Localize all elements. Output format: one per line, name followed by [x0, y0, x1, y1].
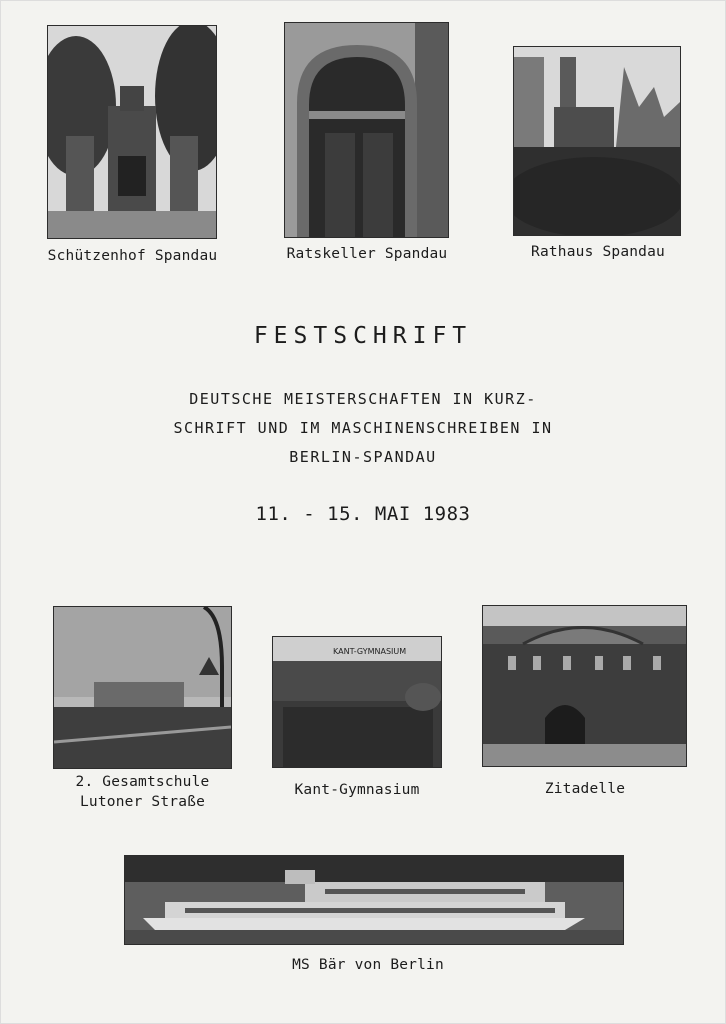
subtitle-line-2: SCHRIFT UND IM MASCHINENSCHREIBEN IN: [173, 419, 553, 437]
subtitle-line-3: BERLIN-SPANDAU: [289, 448, 437, 466]
photo-schuetzenhof: [47, 25, 217, 239]
photo-rathaus: [513, 46, 681, 236]
kant-sign-text: KANT-GYMNASIUM: [333, 647, 407, 656]
caption-gesamtschule: [45, 772, 240, 812]
photo-kant-gymnasium: [272, 636, 442, 768]
photo-zitadelle: [482, 605, 687, 767]
document-title: FESTSCHRIFT: [253, 323, 473, 349]
caption-zitadelle: Zitadelle: [544, 781, 626, 797]
document-date: 11. - 15. MAI 1983: [255, 503, 471, 525]
subtitle-line-1: DEUTSCHE MEISTERSCHAFTEN IN KURZ-: [189, 390, 537, 408]
caption-gesamtschule-line-1: 2. Gesamtschule: [75, 774, 210, 790]
caption-ratskeller: Ratskeller Spandau: [286, 246, 448, 262]
caption-schuetzenhof: Schützenhof Spandau: [47, 248, 218, 264]
photo-ms-baer-von-berlin: [124, 855, 624, 945]
document-subtitle: [0, 385, 726, 472]
caption-rathaus: Rathaus Spandau: [531, 244, 665, 260]
caption-ms-baer-von-berlin: MS Bär von Berlin: [292, 957, 444, 973]
photo-gesamtschule: [53, 606, 232, 769]
caption-kant-gymnasium: Kant-Gymnasium: [294, 782, 420, 798]
caption-gesamtschule-line-2: Lutoner Straße: [79, 794, 206, 810]
photo-ratskeller: [284, 22, 449, 238]
